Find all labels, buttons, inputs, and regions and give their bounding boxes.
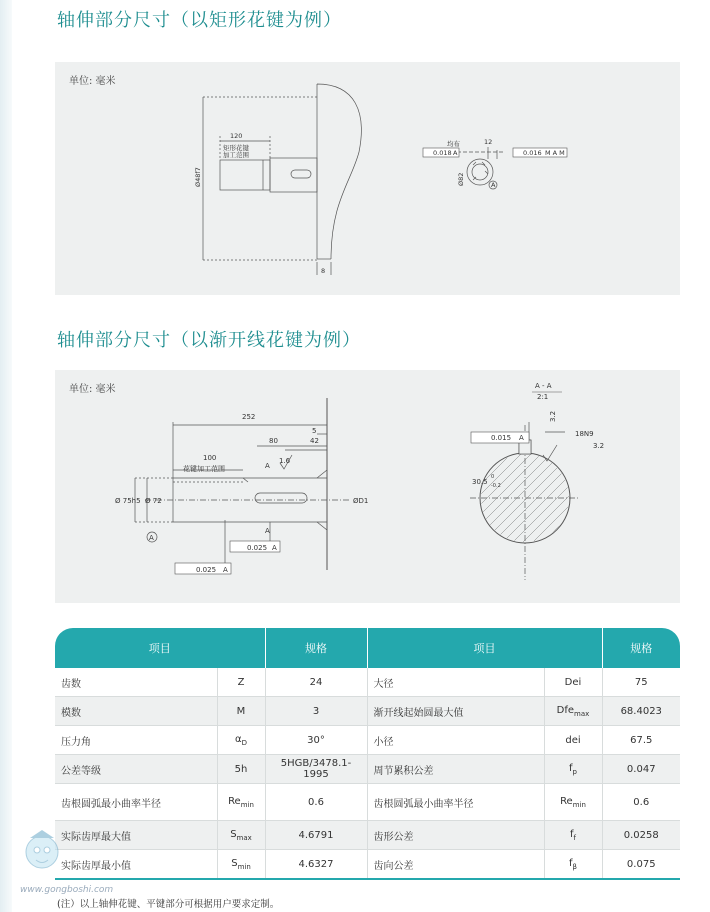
section-ref-a-mid: A: [265, 527, 270, 535]
table-header-row: [55, 628, 680, 668]
right-item-name: 大径: [367, 668, 544, 697]
depth-tol-bottom: -0.2: [491, 483, 501, 489]
table-row: [55, 755, 680, 784]
table-row: [55, 726, 680, 755]
right-item-value: 0.0258: [602, 821, 680, 850]
left-item-value: 24: [265, 668, 367, 697]
spline-spec-table: [55, 628, 680, 880]
left-item-value: 0.6: [265, 784, 367, 821]
depth-30-5: 30.5: [472, 478, 488, 486]
symmetry-ref: A: [519, 434, 524, 442]
right-item-name: 周节累积公差: [367, 755, 544, 784]
left-item-symbol: Z: [217, 668, 265, 697]
left-item-symbol: $\alpha_D$: [217, 726, 265, 755]
left-item-value: 5HGB/3478.1-1995: [265, 755, 367, 784]
spline-machining-label: 花键加工范围: [183, 465, 225, 473]
left-item-value: 4.6791: [265, 821, 367, 850]
dim-100: 100: [203, 454, 217, 462]
left-item-symbol: 5h: [217, 755, 265, 784]
left-item-value: 3: [265, 697, 367, 726]
left-item-symbol: $S_{min}$: [217, 850, 265, 880]
right-item-value: 68.4023: [602, 697, 680, 726]
dia72-label: Ø 72: [145, 497, 162, 505]
right-item-name: 渐开线起始圆最大值: [367, 697, 544, 726]
left-item-name: 公差等级: [55, 755, 217, 784]
unit-label: 单位: 毫米: [69, 76, 116, 87]
left-item-name: 压力角: [55, 726, 217, 755]
right-item-name: 齿形公差: [367, 821, 544, 850]
left-item-name: 齿根圆弧最小曲率半径: [55, 784, 217, 821]
unit-label-2: 单位: 毫米: [69, 384, 116, 395]
tol-ref-2: M A M: [545, 149, 565, 157]
left-item-name: 实际齿厚最大值: [55, 821, 217, 850]
right-item-name: 小径: [367, 726, 544, 755]
tol-circularity: 0.025: [247, 544, 268, 552]
dim-42: 42: [310, 437, 319, 445]
dim-5: 5: [312, 427, 317, 435]
key-width-12: 12: [484, 138, 493, 146]
symmetry-tol: 0.015: [491, 434, 512, 442]
datum-a-label: A: [149, 534, 154, 542]
footnote: (注）以上轴伸花键、平键部分可根据用户要求定制。: [57, 899, 280, 910]
right-item-symbol: Dei: [544, 668, 602, 697]
left-item-symbol: $S_{max}$: [217, 821, 265, 850]
keyway-18n9: 18N9: [575, 430, 594, 438]
dia82-label: Ø82: [457, 172, 465, 186]
dia75h5-label: Ø 75h5: [115, 497, 141, 505]
tol-position-1: 0.018: [433, 149, 452, 157]
table-row: [55, 697, 680, 726]
left-item-name: 模数: [55, 697, 217, 726]
section2-title: 轴伸部分尺寸（以渐开线花键为例）: [57, 330, 361, 351]
uniform-label: 均布: [447, 140, 460, 148]
header-spec-right: 规格: [602, 628, 680, 668]
right-item-symbol: $f_\beta$: [544, 850, 602, 880]
roughness-3-2-a: 3.2: [549, 410, 557, 422]
right-item-symbol: dei: [544, 726, 602, 755]
right-item-symbol: $f_p$: [544, 755, 602, 784]
rect-spline-label: 矩形花键: [223, 144, 249, 152]
dim-120: 120: [230, 132, 243, 140]
left-item-symbol: $Re_{min}$: [217, 784, 265, 821]
table-row: [55, 821, 680, 850]
left-item-name: 实际齿厚最小值: [55, 850, 217, 880]
left-item-name: 齿数: [55, 668, 217, 697]
header-item-right: 项目: [367, 628, 602, 668]
involute-spline-drawing-panel: [55, 370, 680, 603]
dim-80: 80: [269, 437, 278, 445]
dim-252: 252: [242, 413, 256, 421]
table-row: [55, 784, 680, 821]
right-item-value: 0.6: [602, 784, 680, 821]
section-scale: 2:1: [537, 393, 549, 401]
roughness-3-2-b: 3.2: [593, 442, 605, 450]
header-spec-left: 规格: [265, 628, 367, 668]
section-view-label: A - A: [535, 382, 552, 390]
tol-ref-a-1: A: [453, 149, 458, 157]
watermark-mascot: [12, 820, 102, 895]
rect-spline-drawing-panel: [55, 62, 680, 295]
section1-title: 轴伸部分尺寸（以矩形花键为例）: [57, 10, 342, 31]
page-edge-strip: [0, 0, 12, 912]
right-item-symbol: Dfe$_{max}$: [544, 697, 602, 726]
tol-position-2: 0.016: [523, 149, 542, 157]
watermark-url: www.gongboshi.com: [20, 885, 114, 895]
dim-8: 8: [321, 267, 326, 275]
table-row: [55, 850, 680, 880]
right-item-value: 0.075: [602, 850, 680, 880]
depth-tol-top: 0: [491, 474, 495, 480]
machining-range-label: 加工范围: [223, 151, 249, 159]
left-item-symbol: M: [217, 697, 265, 726]
roughness-1-6: 1.6: [279, 457, 291, 465]
left-item-value: 4.6327: [265, 850, 367, 880]
left-item-value: 30°: [265, 726, 367, 755]
tol-circularity-ref: A: [272, 544, 277, 552]
right-item-value: 75: [602, 668, 680, 697]
right-item-value: 67.5: [602, 726, 680, 755]
rect-spline-drawing: [55, 62, 680, 295]
tol-runout: 0.025: [196, 566, 217, 574]
section-ref-a-top: A: [265, 462, 270, 470]
involute-spline-drawing: [55, 370, 680, 603]
table-row: [55, 668, 680, 697]
dia48-label: Ø48f7: [194, 167, 202, 187]
right-item-symbol: $f_f$: [544, 821, 602, 850]
tol-runout-ref: A: [223, 566, 228, 574]
right-item-name: 齿根圆弧最小曲率半径: [367, 784, 544, 821]
od1-label: ØD1: [353, 497, 369, 505]
right-item-name: 齿向公差: [367, 850, 544, 880]
right-item-symbol: $Re_{min}$: [544, 784, 602, 821]
datum-a-1: A: [491, 181, 496, 189]
right-item-value: 0.047: [602, 755, 680, 784]
header-item-left: 项目: [55, 628, 265, 668]
